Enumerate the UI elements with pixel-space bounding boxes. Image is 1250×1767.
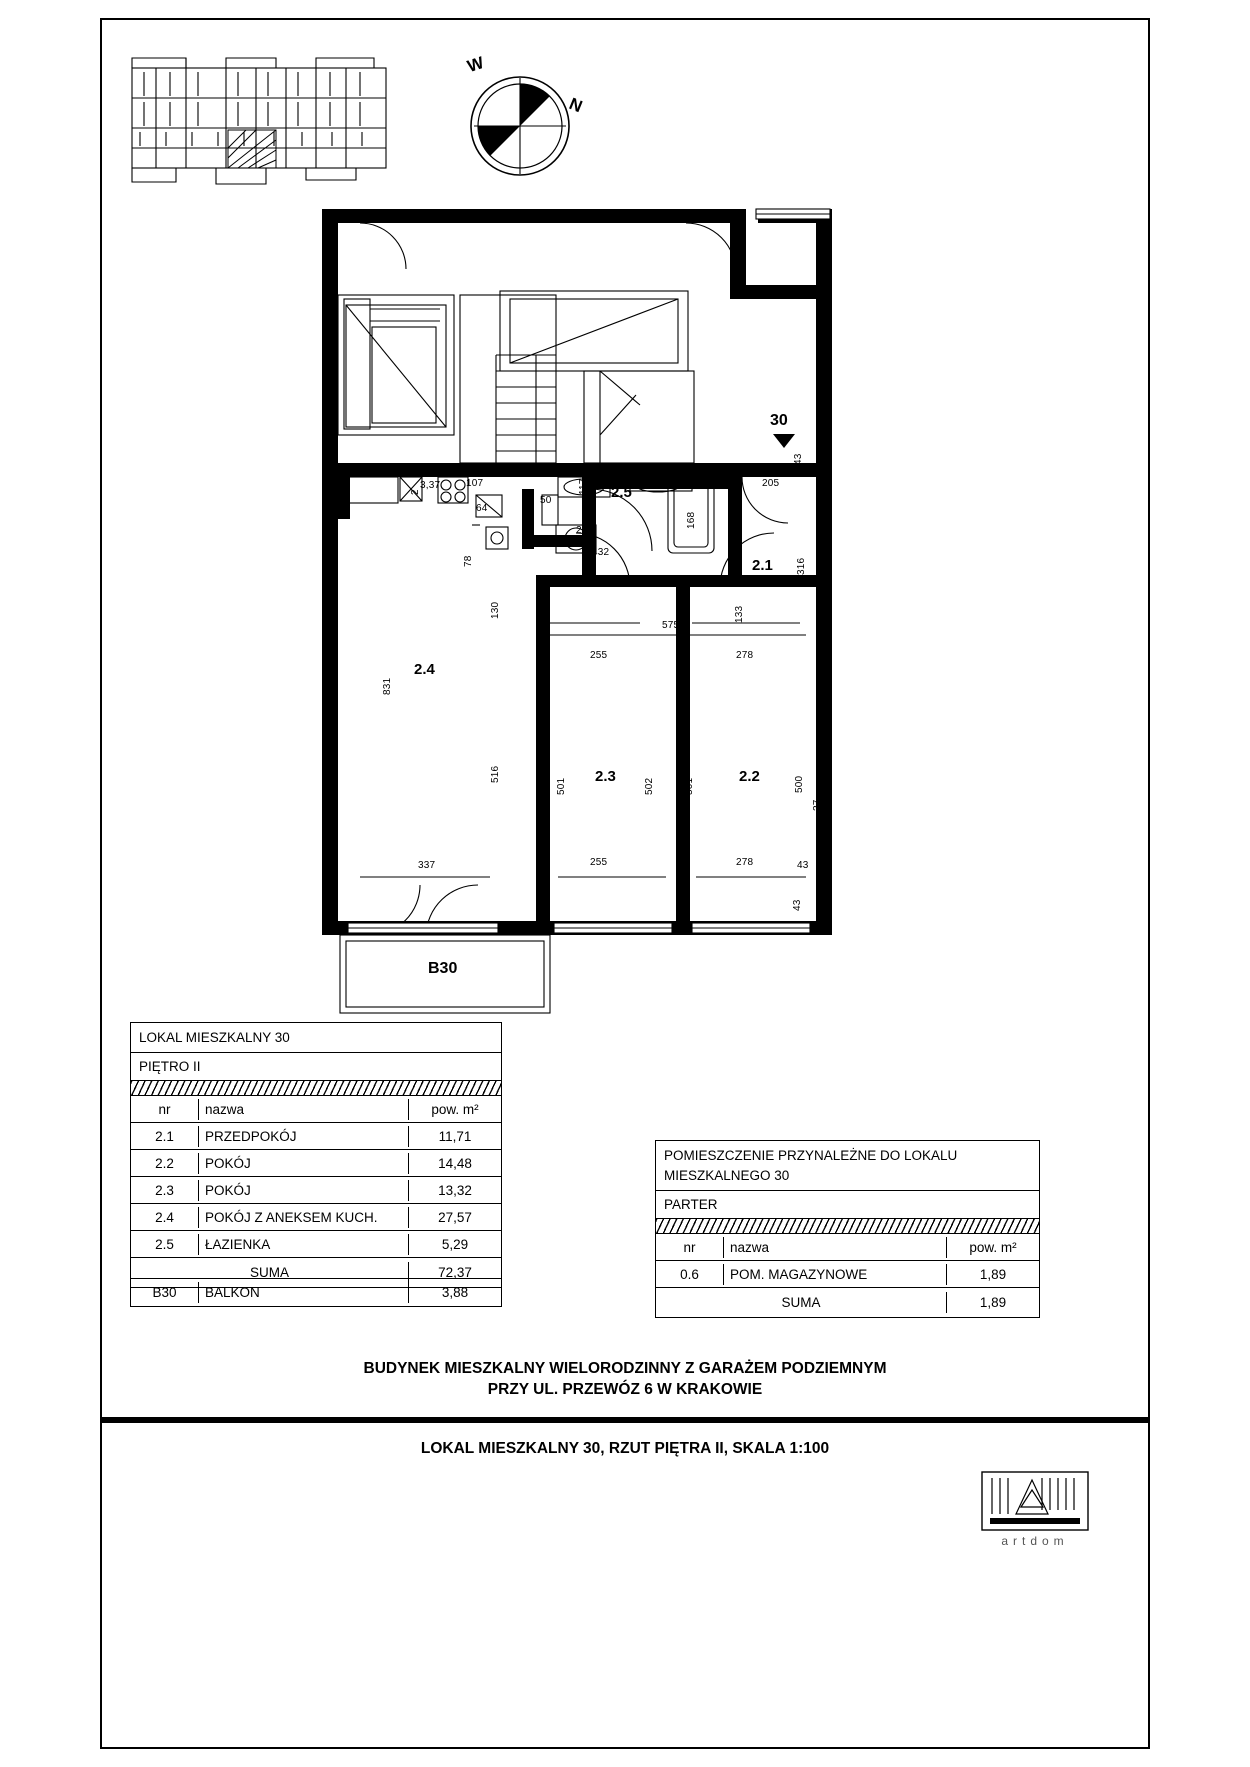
dimension-43-right: 43 bbox=[792, 899, 803, 911]
apartment-sum-label: SUMA bbox=[131, 1262, 409, 1283]
apartment-row-3-nr: 2.4 bbox=[131, 1207, 199, 1228]
apartment-row-0-name: PRZEDPOKÓJ bbox=[199, 1126, 409, 1147]
storage-header-name: nazwa bbox=[724, 1237, 947, 1258]
storage-table-title-line2: MIESZKALNEGO 30 bbox=[664, 1168, 790, 1183]
apartment-table-title: LOKAL MIESZKALNY 30 bbox=[139, 1030, 290, 1045]
table-row bbox=[131, 1204, 501, 1231]
storage-table-title-line1: POMIESZCZENIE PRZYNALEŻNE DO LOKALU bbox=[664, 1148, 958, 1163]
storage-sum-area: 1,89 bbox=[979, 1295, 1007, 1310]
table-row bbox=[656, 1261, 1039, 1288]
apartment-header-nr: nr bbox=[131, 1099, 199, 1120]
apartment-row-4-name: ŁAZIENKA bbox=[199, 1234, 409, 1255]
compass-label-west: W bbox=[464, 53, 487, 77]
compass-rose bbox=[462, 48, 592, 188]
room-label-2-4: 2.4 bbox=[414, 661, 435, 678]
balcony-row-nr: B30 bbox=[131, 1282, 199, 1303]
storage-sum-label: SUMA bbox=[656, 1292, 947, 1313]
storage-row-0-name: POM. MAGAZYNOWE bbox=[724, 1264, 947, 1285]
storage-table-hatch-divider bbox=[656, 1219, 1039, 1234]
dimension-130: 130 bbox=[490, 601, 501, 619]
studio-logo bbox=[980, 1470, 1090, 1550]
dimension-33: 43 bbox=[793, 453, 804, 465]
studio-logo-wordmark: artdom bbox=[1001, 1534, 1069, 1548]
storage-header-area: pow. m² bbox=[969, 1239, 1017, 1255]
dimension-432: 432 bbox=[592, 547, 610, 558]
dimension-337-bottom: 337 bbox=[418, 860, 436, 871]
storage-table-subtitle: PARTER bbox=[664, 1197, 718, 1212]
title-block-rule bbox=[101, 1417, 1148, 1423]
entrance-marker-label: 30 bbox=[770, 412, 788, 429]
apartment-table-subtitle: PIĘTRO II bbox=[139, 1059, 201, 1074]
apartment-row-1-area: 14,48 bbox=[438, 1155, 472, 1171]
page-border-bottom bbox=[100, 1747, 1150, 1749]
apartment-row-3-name: POKÓJ Z ANEKSEM KUCH. bbox=[199, 1207, 409, 1228]
storage-table-title bbox=[656, 1141, 965, 1190]
dimension-78: 78 bbox=[463, 555, 474, 567]
apartment-row-2-area: 13,32 bbox=[438, 1182, 472, 1198]
dimension-278-bottom: 278 bbox=[736, 857, 754, 868]
dimension-501-b: 501 bbox=[684, 777, 695, 795]
table-row bbox=[131, 1177, 501, 1204]
dimension-133: 133 bbox=[734, 605, 745, 623]
dimension-516: 516 bbox=[490, 765, 501, 783]
apartment-row-0-nr: 2.1 bbox=[131, 1126, 199, 1147]
dimension-50: 50 bbox=[540, 495, 552, 506]
storage-sum-row bbox=[656, 1288, 1039, 1317]
apartment-header-name: nazwa bbox=[199, 1099, 409, 1120]
apartment-table-hatch-divider bbox=[131, 1081, 501, 1096]
dimension-27: 27 bbox=[812, 799, 823, 811]
dimension-831: 831 bbox=[382, 677, 393, 695]
dimension-181: 181 bbox=[734, 525, 745, 543]
dimension-575: 575 bbox=[662, 620, 680, 631]
balcony-table bbox=[130, 1278, 502, 1307]
balcony-label: B30 bbox=[428, 960, 458, 977]
dimension-501-a: 501 bbox=[556, 777, 567, 795]
room-label-2-3: 2.3 bbox=[595, 768, 616, 785]
apartment-row-1-nr: 2.2 bbox=[131, 1153, 199, 1174]
dimension-279: 279 bbox=[576, 525, 594, 536]
balcony-row-area: 3,88 bbox=[441, 1285, 469, 1300]
apartment-row-4-nr: 2.5 bbox=[131, 1234, 199, 1255]
room-label-2-2: 2.2 bbox=[739, 768, 760, 785]
title-block-line1: BUDYNEK MIESZKALNY WIELORODZINNY Z GARAŻEM PODZIEMNYM bbox=[363, 1360, 887, 1377]
table-row bbox=[131, 1279, 501, 1306]
room-label-2-1: 2.1 bbox=[752, 557, 773, 574]
floor-plan bbox=[300, 195, 870, 1015]
apartment-row-0-area: 11,71 bbox=[438, 1128, 472, 1144]
dimension-502: 502 bbox=[644, 777, 655, 795]
entrance-arrow-icon bbox=[773, 434, 795, 448]
storage-row-0-area: 1,89 bbox=[979, 1266, 1007, 1282]
dimension-168: 168 bbox=[686, 511, 697, 529]
apartment-sum-area: 72,37 bbox=[438, 1265, 472, 1280]
dimension-337-kitchen: 3,37 bbox=[420, 480, 441, 491]
dimension-43: 43 bbox=[797, 860, 809, 871]
dimension-2: 2 bbox=[410, 489, 421, 495]
apartment-row-2-name: POKÓJ bbox=[199, 1180, 409, 1201]
title-block-line2: PRZY UL. PRZEWÓZ 6 W KRAKOWIE bbox=[487, 1381, 763, 1398]
apartment-row-1-name: POKÓJ bbox=[199, 1153, 409, 1174]
balcony-row-name: BALKON bbox=[199, 1282, 409, 1303]
key-plan bbox=[126, 52, 392, 192]
table-row bbox=[131, 1123, 501, 1150]
apartment-header-area: pow. m² bbox=[431, 1101, 479, 1117]
table-row bbox=[131, 1150, 501, 1177]
dimension-316: 316 bbox=[796, 557, 807, 575]
page-border-left bbox=[100, 18, 102, 1749]
page-border-right bbox=[1148, 18, 1150, 1749]
apartment-table bbox=[130, 1022, 502, 1288]
dimension-329: 329 bbox=[604, 476, 622, 487]
storage-table bbox=[655, 1140, 1040, 1318]
apartment-row-4-area: 5,29 bbox=[441, 1236, 469, 1252]
dimension-107: 107 bbox=[466, 478, 484, 489]
entrance-marker bbox=[770, 412, 788, 430]
page-border-top bbox=[100, 18, 1150, 20]
dimension-64: 64 bbox=[476, 503, 488, 514]
compass-label-north: N bbox=[566, 94, 586, 117]
dimension-500: 500 bbox=[794, 775, 805, 793]
title-block-main bbox=[150, 1358, 1100, 1400]
table-row bbox=[131, 1231, 501, 1258]
dimension-117: 117 bbox=[578, 478, 589, 495]
dimension-278-top: 278 bbox=[736, 650, 754, 661]
apartment-row-3-area: 27,57 bbox=[438, 1209, 472, 1225]
apartment-row-2-nr: 2.3 bbox=[131, 1180, 199, 1201]
room-label-2-5: 2.5 bbox=[611, 484, 632, 501]
title-block-subtitle: LOKAL MIESZKALNY 30, RZUT PIĘTRA II, SKALA 1:100 bbox=[420, 1440, 830, 1457]
dimension-205: 205 bbox=[762, 478, 780, 489]
storage-row-0-nr: 0.6 bbox=[656, 1264, 724, 1285]
dimension-255-bottom: 255 bbox=[590, 857, 608, 868]
storage-header-nr: nr bbox=[656, 1237, 724, 1258]
dimension-255-top: 255 bbox=[590, 650, 608, 661]
